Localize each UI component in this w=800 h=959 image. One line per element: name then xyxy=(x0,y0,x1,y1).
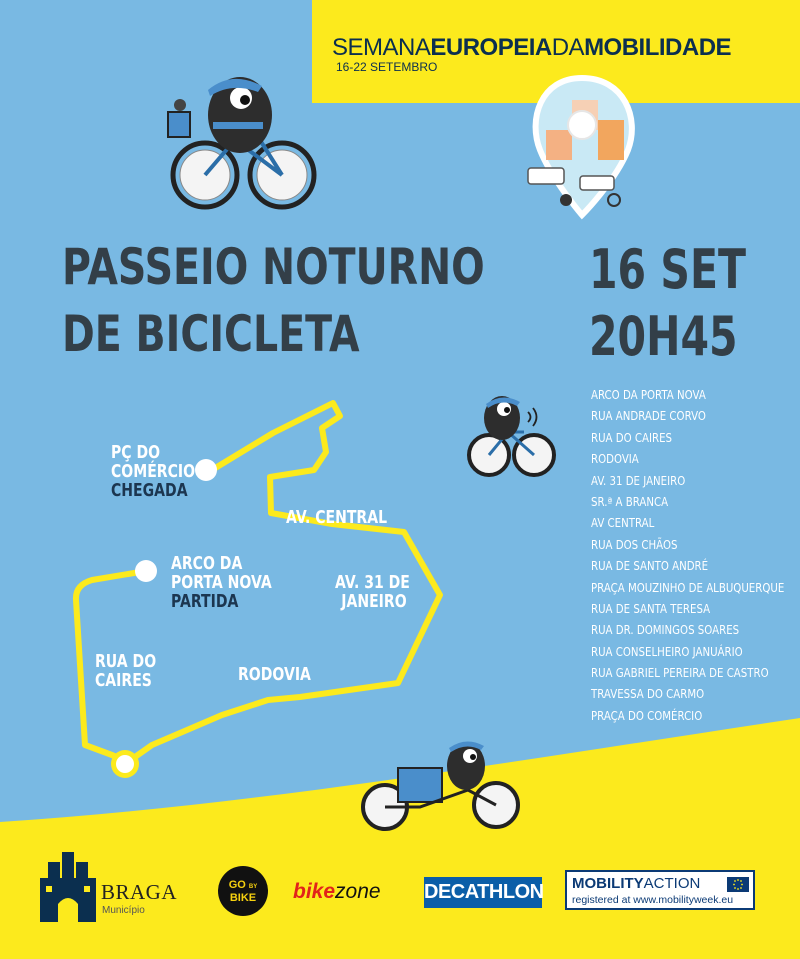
start-label xyxy=(171,554,272,611)
mobility-title-a: MOBILITY xyxy=(572,875,644,892)
start-place-line2: PORTA NOVA xyxy=(171,572,272,593)
street-list-item: AV CENTRAL xyxy=(591,516,655,531)
gobike-go: GO xyxy=(228,879,246,891)
rua-caires-label xyxy=(95,652,156,690)
finish-point-marker xyxy=(195,459,217,481)
street-list-item: RUA CONSELHEIRO JANUÁRIO xyxy=(591,644,743,659)
event-title-line1: PASSEIO NOTURNO xyxy=(62,238,485,296)
title-part: SEMANA xyxy=(332,34,431,61)
event-title-line2: DE BICICLETA xyxy=(62,305,360,363)
finish-label xyxy=(111,443,195,500)
braga-logo-name: BRAGA xyxy=(101,880,178,904)
eu-flag-icon xyxy=(727,877,749,892)
braga-logo-subtitle: Município xyxy=(102,905,145,916)
av-31-line2: JANEIRO xyxy=(341,591,407,612)
rodovia-label: RODOVIA xyxy=(238,664,311,685)
event-date: 16 SET xyxy=(589,238,746,301)
street-list-item: ARCO DA PORTA NOVA xyxy=(591,388,706,402)
av-31-line1: AV. 31 DE xyxy=(335,572,410,593)
start-place-line1: ARCO DA xyxy=(171,553,243,574)
bikezone-part1: bike xyxy=(293,880,336,903)
finish-tag: CHEGADA xyxy=(111,480,188,501)
mobility-week-dates: 16-22 SETEMBRO xyxy=(336,60,438,74)
street-list-item: TRAVESSA DO CARMO xyxy=(591,687,705,702)
street-list-item: SR.ª A BRANCA xyxy=(591,494,669,509)
mobility-title-b: ACTION xyxy=(643,875,701,892)
street-list-item: RUA DO CAIRES xyxy=(591,430,673,445)
route-turn-marker-inner xyxy=(116,755,134,773)
mobility-action-logo xyxy=(565,870,755,910)
street-list-item: AV. 31 DE JANEIRO xyxy=(591,473,686,488)
title-part: DA xyxy=(551,34,585,61)
start-point-marker xyxy=(135,560,157,582)
finish-place-line2: COMÉRCIO xyxy=(111,461,196,482)
street-list-item: RUA DE SANTO ANDRÉ xyxy=(591,559,709,574)
street-list-item: PRAÇA DO COMÉRCIO xyxy=(591,708,703,723)
bikezone-part2: zone xyxy=(335,880,381,903)
title-part: EUROPEIA xyxy=(430,34,552,61)
mobility-action-subtitle: registered at www.mobilityweek.eu xyxy=(572,894,734,906)
street-list-item: PRAÇA MOUZINHO DE ALBUQUERQUE xyxy=(591,580,785,595)
street-list-item: RODOVIA xyxy=(591,452,639,467)
av-31-janeiro-label xyxy=(335,573,410,611)
street-list-item: RUA DE SANTA TERESA xyxy=(591,601,711,616)
braga-castle-logo-icon xyxy=(40,848,96,922)
mobility-action-title xyxy=(572,875,700,892)
street-list-item: RUA ANDRADE CORVO xyxy=(591,409,706,424)
street-list-item: RUA GABRIEL PEREIRA DE CASTRO xyxy=(591,666,769,681)
rua-caires-line1: RUA DO xyxy=(95,651,157,672)
gobike-bottom: BIKE xyxy=(229,892,257,904)
route-street-list xyxy=(591,388,800,730)
gobybike-logo xyxy=(218,866,268,916)
start-tag: PARTIDA xyxy=(171,591,239,612)
gobike-top xyxy=(218,879,268,893)
gobike-by: BY xyxy=(248,884,258,890)
bikezone-logo xyxy=(293,880,381,904)
event-time: 20H45 xyxy=(589,305,738,368)
decathlon-logo: DECATHLON xyxy=(424,877,542,908)
street-list-item: RUA DOS CHÃOS xyxy=(591,537,678,552)
finish-place-line1: PÇ DO xyxy=(111,442,161,463)
title-part: MOBILIDADE xyxy=(584,34,732,61)
street-list-item: RUA DR. DOMINGOS SOARES xyxy=(591,623,740,638)
av-central-label: AV. CENTRAL xyxy=(286,507,388,528)
rua-caires-line2: CAIRES xyxy=(95,670,152,691)
